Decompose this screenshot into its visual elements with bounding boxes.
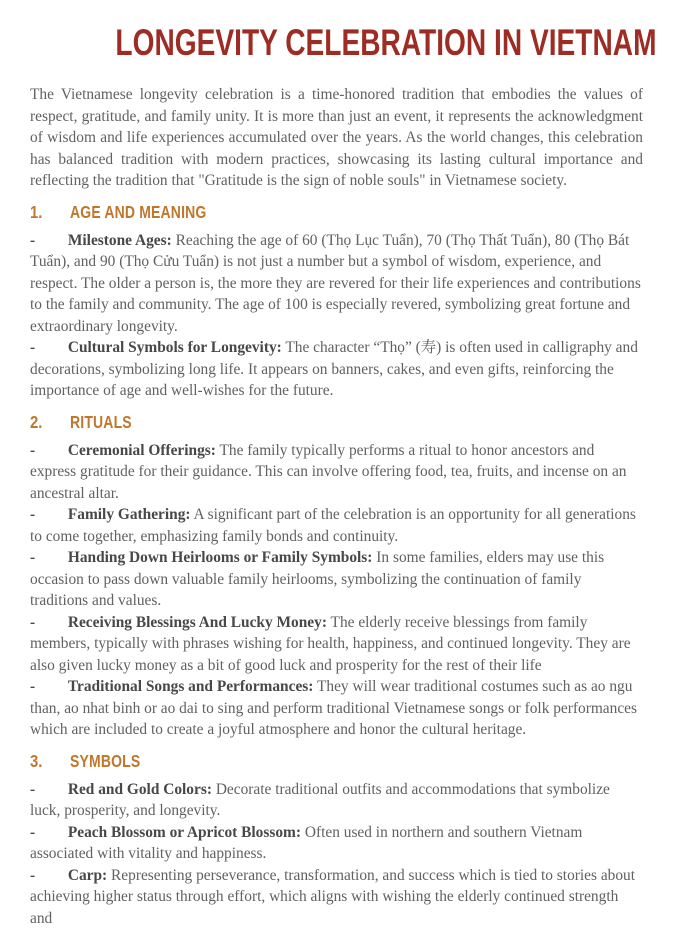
item-label: Receiving Blessings And Lucky Money: <box>68 614 327 631</box>
item-text: A significant part of the celebration is an opportunity for all generations to come together, emphasizing family bonds and continuity. <box>30 506 636 545</box>
list-item <box>30 440 643 505</box>
item-text: The character “Thọ” (寿) is often used in calligraphy and decorations, symbolizing long life. It appears on banners, cakes, and even gifts, reinforcing the importance of age and well-wishes for the future. <box>30 339 638 399</box>
page-title-text: LONGEVITY CELEBRATION IN VIETNAM <box>115 20 656 66</box>
item-text: Reaching the age of 60 (Thọ Lục Tuẩn), 70 (Thọ Thất Tuẩn), 80 (Thọ Bát Tuẩn), and 90 (Thọ Cửu Tuẩn) is not just a number but a symbol of wisdom, experience, and respect. The older a person is, the more they are revered for their life experiences and contributions to the family and community. The age of 100 is especially revered, symbolizing great fortune and extraordinary longevity. <box>30 232 641 335</box>
item-label: Handing Down Heirlooms or Family Symbols: <box>68 549 373 566</box>
bullet-dash: - <box>30 337 64 359</box>
item-text: They will wear traditional costumes such as ao ngu than, ao nhat binh or ao dai to sing and perform traditional Vietnamese songs or folk performances which are included to create a joyful atmosphere and honor the cultural heritage. <box>30 678 637 738</box>
list-item <box>30 504 643 547</box>
section-number: 1. <box>30 201 42 223</box>
bullet-dash: - <box>30 440 64 462</box>
section-title: AGE AND MEANING <box>70 201 206 223</box>
section-heading-age-and-meaning <box>30 201 643 223</box>
item-label: Traditional Songs and Performances: <box>68 678 314 695</box>
list-item <box>30 612 643 677</box>
list-item <box>30 230 643 338</box>
item-text: The elderly receive blessings from family members, typically with phrases wishing for health, happiness, and continued longevity. They are also given lucky money as a bit of good luck and prosperity for the rest of their life <box>30 614 631 674</box>
bullet-dash: - <box>30 676 64 698</box>
item-text: In some families, elders may use this occasion to pass down valuable family heirlooms, symbolizing the continuation of family traditions and values. <box>30 549 604 609</box>
item-label: Carp: <box>68 867 107 884</box>
bullet-dash: - <box>30 612 64 634</box>
section-number: 3. <box>30 750 42 772</box>
list-item <box>30 865 643 929</box>
item-text: The family typically performs a ritual to honor ancestors and express gratitude for their guidance. This can involve offering food, tea, fruits, and incense on an ancestral altar. <box>30 442 626 502</box>
list-item <box>30 547 643 612</box>
item-label: Peach Blossom or Apricot Blossom: <box>68 824 301 841</box>
bullet-dash: - <box>30 547 64 569</box>
section-heading-symbols <box>30 750 643 772</box>
item-text: Representing perseverance, transformation, and success which is tied to stories about achieving higher status through effort, which aligns with wishing the elderly continued strength and <box>30 867 635 927</box>
list-item <box>30 676 643 741</box>
page-title <box>30 20 643 66</box>
section-heading-rituals <box>30 411 643 433</box>
item-label: Red and Gold Colors: <box>68 781 212 798</box>
item-text: Decorate traditional outfits and accommodations that symbolize luck, prosperity, and longevity. <box>30 781 610 820</box>
item-label: Family Gathering: <box>68 506 191 523</box>
section-title: RITUALS <box>70 411 132 433</box>
item-label: Cultural Symbols for Longevity: <box>68 339 282 356</box>
bullet-dash: - <box>30 504 64 526</box>
bullet-dash: - <box>30 230 64 252</box>
list-item <box>30 779 643 822</box>
section-number: 2. <box>30 411 42 433</box>
item-text: Often used in northern and southern Vietnam associated with vitality and happiness. <box>30 824 582 863</box>
list-item <box>30 822 643 865</box>
bullet-dash: - <box>30 822 64 844</box>
section-title: SYMBOLS <box>70 750 140 772</box>
bullet-dash: - <box>30 865 64 887</box>
bullet-dash: - <box>30 779 64 801</box>
list-item <box>30 337 643 402</box>
intro-paragraph: The Vietnamese longevity celebration is a time-honored tradition that embodies the values of respect, gratitude, and family unity. It is more than just an event, it represents the acknowledgment of wisdom and life experiences accumulated over the years. As the world changes, this celebration has balanced tradition with modern practices, showcasing its lasting cultural importance and reflecting the tradition that "Gratitude is the sign of noble souls" in Vietnamese society. <box>30 84 643 192</box>
item-label: Milestone Ages: <box>68 232 172 249</box>
item-label: Ceremonial Offerings: <box>68 442 216 459</box>
